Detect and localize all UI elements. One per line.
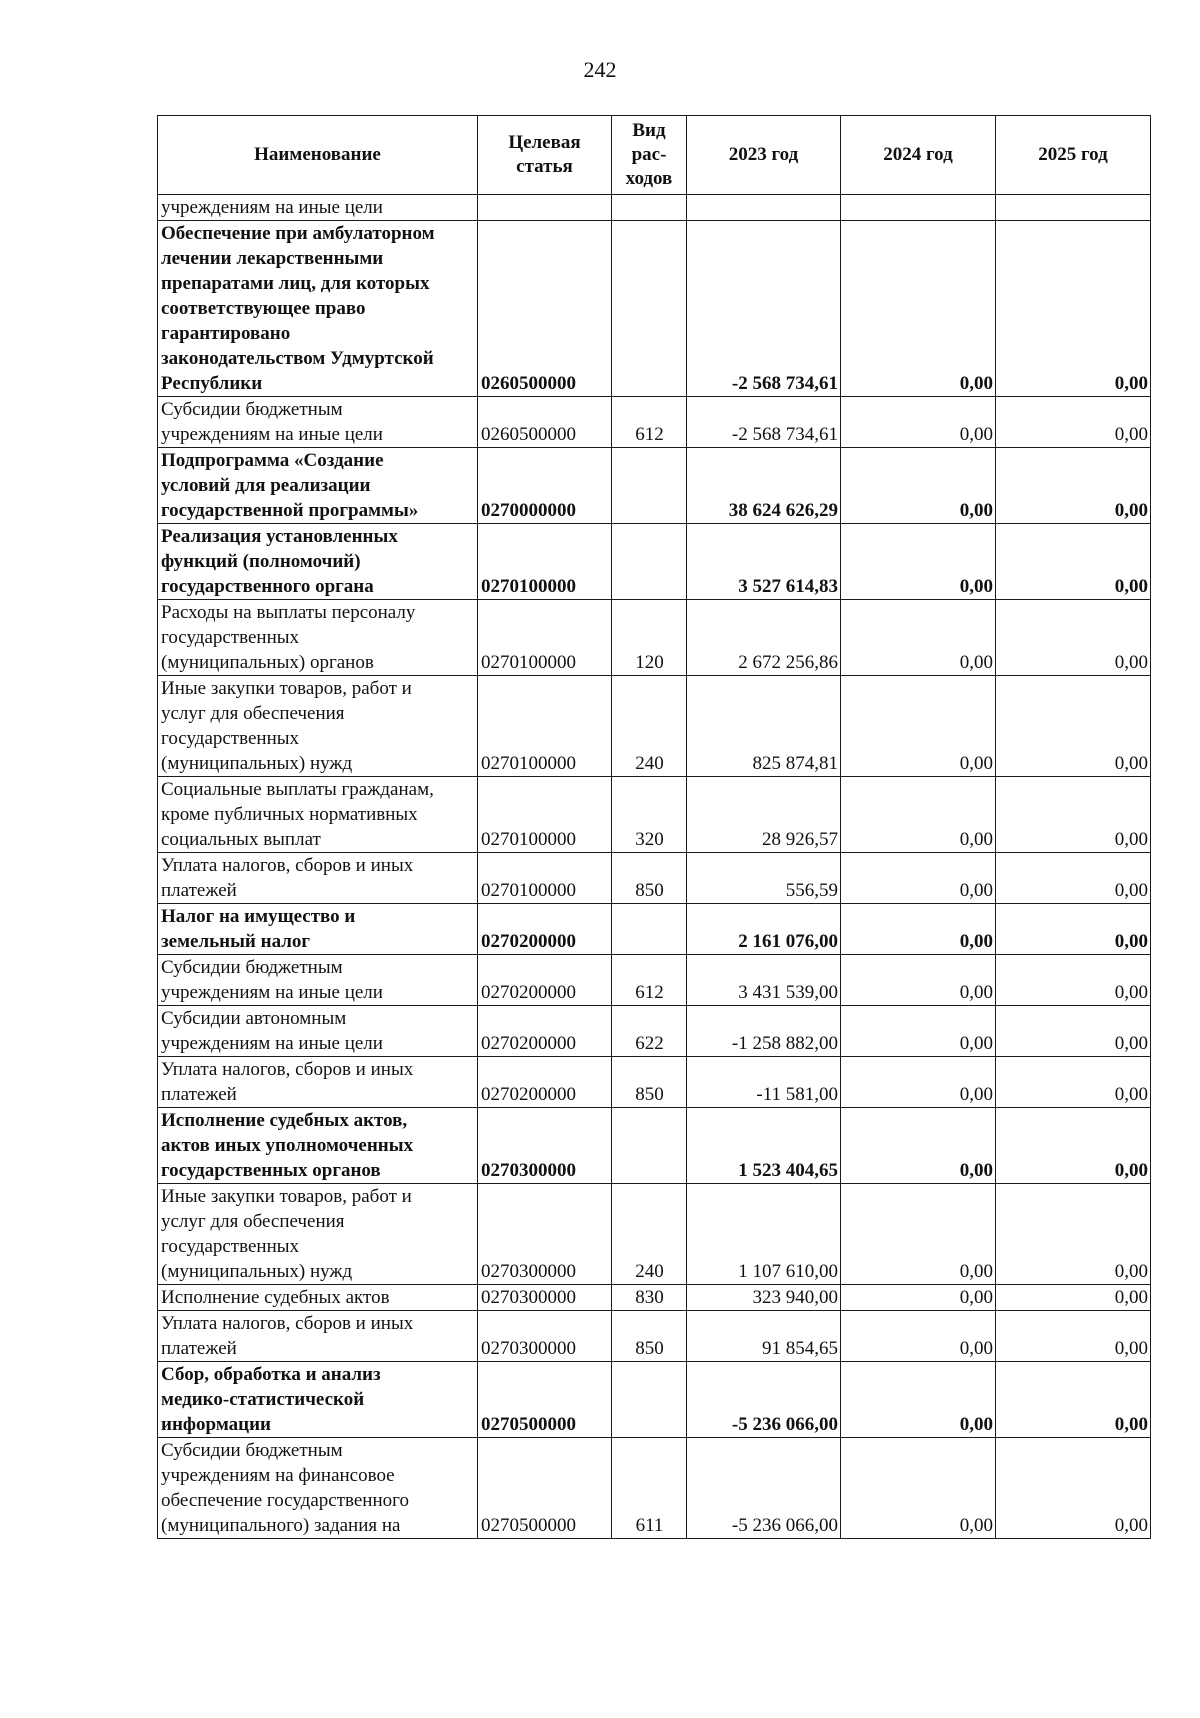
cell-2023: -2 568 734,61 — [687, 221, 841, 397]
cell-name-line: (муниципальных) органов — [161, 652, 374, 673]
cell-expense-type: 611 — [612, 1438, 687, 1539]
cell-target-article: 0270200000 — [478, 1057, 612, 1108]
cell-name-line: земельный налог — [161, 931, 311, 952]
cell-name-line: Социальные выплаты гражданам, — [161, 779, 434, 800]
cell-name-line: платежей — [161, 880, 237, 901]
cell-2023: 323 940,00 — [687, 1285, 841, 1311]
cell-name-line: Республики — [161, 373, 263, 394]
cell-2025: 0,00 — [996, 397, 1151, 448]
table-row — [158, 1057, 1151, 1108]
cell-name-line: кроме публичных нормативных — [161, 804, 418, 825]
table-row — [158, 1438, 1151, 1539]
cell-target-article: 0270100000 — [478, 524, 612, 600]
cell-name-line: Уплата налогов, сборов и иных — [161, 1313, 414, 1334]
cell-2025: 0,00 — [996, 676, 1151, 777]
cell-expense-type — [612, 195, 687, 221]
cell-name-line: Уплата налогов, сборов и иных — [161, 1059, 414, 1080]
cell-2024: 0,00 — [841, 1184, 996, 1285]
cell-2025: 0,00 — [996, 1362, 1151, 1438]
cell-expense-type — [612, 221, 687, 397]
cell-name-line: государственного органа — [161, 576, 374, 597]
cell-name-line: Субсидии бюджетным — [161, 957, 343, 978]
cell-name — [158, 1362, 478, 1438]
cell-2023 — [687, 195, 841, 221]
cell-2023: 1 523 404,65 — [687, 1108, 841, 1184]
cell-2023: -1 258 882,00 — [687, 1006, 841, 1057]
cell-name-line: государственных — [161, 728, 300, 749]
header-expense-type — [612, 116, 687, 195]
cell-target-article: 0270500000 — [478, 1362, 612, 1438]
header-target-article-line: Целевая — [508, 132, 581, 153]
cell-2025: 0,00 — [996, 853, 1151, 904]
cell-2023: 3 431 539,00 — [687, 955, 841, 1006]
cell-2025: 0,00 — [996, 955, 1151, 1006]
cell-2024: 0,00 — [841, 524, 996, 600]
header-target-article-line: статья — [516, 156, 573, 177]
cell-name-line: обеспечение государственного — [161, 1490, 409, 1511]
cell-name — [158, 221, 478, 397]
cell-2023: 3 527 614,83 — [687, 524, 841, 600]
cell-name — [158, 853, 478, 904]
header-2024: 2024 год — [841, 116, 996, 195]
page-number: 242 — [583, 57, 617, 82]
cell-2025: 0,00 — [996, 600, 1151, 676]
cell-2023: 38 624 626,29 — [687, 448, 841, 524]
cell-target-article: 0270200000 — [478, 904, 612, 955]
cell-name — [158, 397, 478, 448]
cell-expense-type: 240 — [612, 676, 687, 777]
cell-name-line: Подпрограмма «Создание — [161, 450, 384, 471]
cell-name — [158, 1006, 478, 1057]
cell-name-line: учреждениям на иные цели — [161, 982, 383, 1003]
table-row — [158, 777, 1151, 853]
cell-2024: 0,00 — [841, 853, 996, 904]
cell-expense-type: 320 — [612, 777, 687, 853]
cell-name — [158, 1057, 478, 1108]
table-row — [158, 1311, 1151, 1362]
table-row — [158, 600, 1151, 676]
cell-name — [158, 524, 478, 600]
cell-target-article: 0270200000 — [478, 1006, 612, 1057]
cell-name-line: актов иных уполномоченных — [161, 1135, 414, 1156]
cell-expense-type: 850 — [612, 853, 687, 904]
table-header-row — [158, 116, 1151, 195]
cell-2025: 0,00 — [996, 1108, 1151, 1184]
cell-2025: 0,00 — [996, 1184, 1151, 1285]
cell-2025: 0,00 — [996, 524, 1151, 600]
cell-name-line: платежей — [161, 1084, 237, 1105]
cell-target-article: 0270100000 — [478, 600, 612, 676]
cell-name-line: Субсидии автономным — [161, 1008, 347, 1029]
cell-expense-type: 120 — [612, 600, 687, 676]
cell-name — [158, 1108, 478, 1184]
cell-2024: 0,00 — [841, 777, 996, 853]
table-row — [158, 397, 1151, 448]
cell-name-line: государственных — [161, 627, 300, 648]
cell-name-line: Исполнение судебных актов — [161, 1287, 390, 1308]
cell-name-line: медико-статистической — [161, 1389, 365, 1410]
cell-2025: 0,00 — [996, 1006, 1151, 1057]
table-row — [158, 221, 1151, 397]
cell-expense-type — [612, 1362, 687, 1438]
cell-name-line: Обеспечение при амбулаторном — [161, 223, 435, 244]
cell-name-line: законодательством Удмуртской — [161, 348, 434, 369]
cell-2025: 0,00 — [996, 777, 1151, 853]
cell-name-line: платежей — [161, 1338, 237, 1359]
cell-2024: 0,00 — [841, 1362, 996, 1438]
cell-target-article: 0270100000 — [478, 853, 612, 904]
cell-name — [158, 195, 478, 221]
cell-name-line: (муниципального) задания на — [161, 1515, 401, 1536]
cell-2025: 0,00 — [996, 1438, 1151, 1539]
cell-name — [158, 1285, 478, 1311]
cell-2025: 0,00 — [996, 221, 1151, 397]
cell-2024: 0,00 — [841, 904, 996, 955]
cell-2024: 0,00 — [841, 1285, 996, 1311]
cell-2024: 0,00 — [841, 397, 996, 448]
cell-2023: 28 926,57 — [687, 777, 841, 853]
table-row — [158, 853, 1151, 904]
cell-2024: 0,00 — [841, 1438, 996, 1539]
header-expense-type-line: Вид — [632, 120, 666, 141]
cell-name — [158, 904, 478, 955]
cell-expense-type: 612 — [612, 955, 687, 1006]
cell-expense-type: 830 — [612, 1285, 687, 1311]
cell-name-line: государственных органов — [161, 1160, 381, 1181]
cell-2025 — [996, 195, 1151, 221]
cell-name-line: гарантировано — [161, 323, 291, 344]
cell-target-article: 0260500000 — [478, 221, 612, 397]
cell-name-line: лечении лекарственными — [161, 248, 384, 269]
cell-2025: 0,00 — [996, 448, 1151, 524]
cell-expense-type: 240 — [612, 1184, 687, 1285]
cell-2024: 0,00 — [841, 1108, 996, 1184]
cell-name — [158, 1438, 478, 1539]
header-target-article — [478, 116, 612, 195]
cell-name — [158, 600, 478, 676]
cell-name-line: условий для реализации — [161, 475, 371, 496]
table-row — [158, 1184, 1151, 1285]
table-row — [158, 448, 1151, 524]
cell-name — [158, 1184, 478, 1285]
cell-target-article: 0270300000 — [478, 1311, 612, 1362]
cell-2023: 825 874,81 — [687, 676, 841, 777]
cell-target-article: 0270100000 — [478, 777, 612, 853]
cell-name-line: информации — [161, 1414, 271, 1435]
cell-name-line: учреждениям на иные цели — [161, 424, 383, 445]
cell-2024: 0,00 — [841, 448, 996, 524]
cell-name-line: учреждениям на иные цели — [161, 197, 383, 218]
cell-name-line: Уплата налогов, сборов и иных — [161, 855, 414, 876]
cell-2023: 556,59 — [687, 853, 841, 904]
cell-target-article: 0270000000 — [478, 448, 612, 524]
cell-target-article: 0270200000 — [478, 955, 612, 1006]
cell-expense-type: 850 — [612, 1311, 687, 1362]
cell-target-article: 0270500000 — [478, 1438, 612, 1539]
header-expense-type-line: ходов — [625, 168, 673, 189]
cell-name-line: социальных выплат — [161, 829, 321, 850]
cell-name — [158, 955, 478, 1006]
cell-2023: 91 854,65 — [687, 1311, 841, 1362]
table-row — [158, 195, 1151, 221]
cell-name-line: услуг для обеспечения — [161, 703, 345, 724]
table-row — [158, 1006, 1151, 1057]
cell-name-line: Субсидии бюджетным — [161, 399, 343, 420]
cell-name-line: соответствующее право — [161, 298, 366, 319]
cell-2023: 1 107 610,00 — [687, 1184, 841, 1285]
cell-2024: 0,00 — [841, 1006, 996, 1057]
cell-2023: -2 568 734,61 — [687, 397, 841, 448]
cell-2023: -5 236 066,00 — [687, 1362, 841, 1438]
cell-name-line: Исполнение судебных актов, — [161, 1110, 408, 1131]
cell-2023: -11 581,00 — [687, 1057, 841, 1108]
cell-2025: 0,00 — [996, 1057, 1151, 1108]
cell-2024: 0,00 — [841, 221, 996, 397]
cell-expense-type: 612 — [612, 397, 687, 448]
cell-name — [158, 448, 478, 524]
cell-name-line: учреждениям на финансовое — [161, 1465, 395, 1486]
cell-name-line: государственных — [161, 1236, 300, 1257]
header-2023: 2023 год — [687, 116, 841, 195]
cell-2025: 0,00 — [996, 904, 1151, 955]
table-row — [158, 676, 1151, 777]
cell-2024 — [841, 195, 996, 221]
cell-expense-type — [612, 524, 687, 600]
cell-name-line: (муниципальных) нужд — [161, 1261, 353, 1282]
cell-2023: 2 672 256,86 — [687, 600, 841, 676]
cell-name — [158, 777, 478, 853]
cell-2023: 2 161 076,00 — [687, 904, 841, 955]
cell-name-line: государственной программы» — [161, 500, 419, 521]
cell-name — [158, 676, 478, 777]
cell-name — [158, 1311, 478, 1362]
cell-2024: 0,00 — [841, 600, 996, 676]
cell-name-line: услуг для обеспечения — [161, 1211, 345, 1232]
cell-expense-type — [612, 448, 687, 524]
table-body — [158, 195, 1151, 1539]
cell-name-line: Иные закупки товаров, работ и — [161, 1186, 412, 1207]
cell-expense-type: 622 — [612, 1006, 687, 1057]
cell-target-article: 0270300000 — [478, 1108, 612, 1184]
cell-target-article: 0260500000 — [478, 397, 612, 448]
cell-2023: -5 236 066,00 — [687, 1438, 841, 1539]
cell-2024: 0,00 — [841, 955, 996, 1006]
cell-target-article — [478, 195, 612, 221]
cell-2024: 0,00 — [841, 676, 996, 777]
cell-name-line: (муниципальных) нужд — [161, 753, 353, 774]
cell-expense-type — [612, 904, 687, 955]
header-name: Наименование — [158, 116, 478, 195]
cell-expense-type — [612, 1108, 687, 1184]
cell-name-line: Сбор, обработка и анализ — [161, 1364, 381, 1385]
table-row — [158, 1108, 1151, 1184]
cell-name-line: Налог на имущество и — [161, 906, 356, 927]
cell-name-line: препаратами лиц, для которых — [161, 273, 430, 294]
cell-name-line: Реализация установленных — [161, 526, 398, 547]
cell-name-line: Субсидии бюджетным — [161, 1440, 343, 1461]
budget-table — [157, 115, 1151, 1539]
table-row — [158, 1362, 1151, 1438]
cell-2025: 0,00 — [996, 1285, 1151, 1311]
cell-2025: 0,00 — [996, 1311, 1151, 1362]
table-row — [158, 955, 1151, 1006]
cell-expense-type: 850 — [612, 1057, 687, 1108]
cell-2024: 0,00 — [841, 1057, 996, 1108]
cell-target-article: 0270300000 — [478, 1285, 612, 1311]
cell-target-article: 0270100000 — [478, 676, 612, 777]
cell-target-article: 0270300000 — [478, 1184, 612, 1285]
cell-name-line: учреждениям на иные цели — [161, 1033, 383, 1054]
cell-2024: 0,00 — [841, 1311, 996, 1362]
header-expense-type-line: рас- — [631, 144, 667, 165]
cell-name-line: Расходы на выплаты персоналу — [161, 602, 416, 623]
table-row — [158, 524, 1151, 600]
table-row — [158, 904, 1151, 955]
header-2025: 2025 год — [996, 116, 1151, 195]
cell-name-line: функций (полномочий) — [161, 551, 361, 572]
cell-name-line: Иные закупки товаров, работ и — [161, 678, 412, 699]
table-row — [158, 1285, 1151, 1311]
